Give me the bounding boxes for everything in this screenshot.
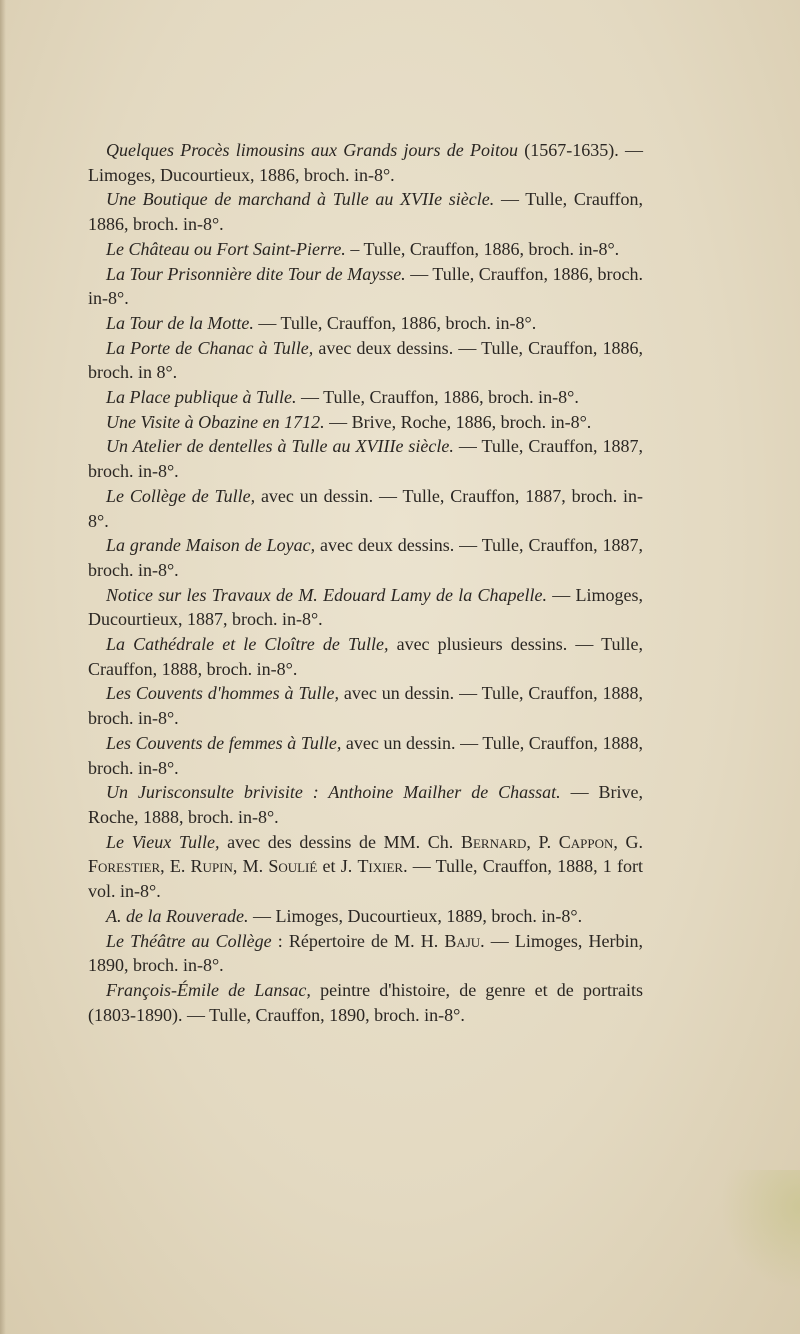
- entry-title: Les Couvents d'hommes à Tulle,: [106, 683, 339, 704]
- entry-publication: — Limoges, Ducourtieux, 1889, broch. in-8°.: [248, 905, 583, 926]
- bibliography-list: [88, 138, 643, 1027]
- entry-publication-part: . — Limoges, Herbin, 1890, broch. in-8°.: [88, 930, 643, 976]
- entry-publication: — Tulle, Crauffon, 1886, broch. in-8°.: [88, 189, 643, 235]
- entry-publication: — Limoges, Ducourtieux, 1887, broch. in-8°.: [88, 584, 643, 630]
- bibliography-entry: [88, 830, 643, 904]
- entry-publication: — Tulle, Crauffon, 1886, broch. in-8°.: [88, 263, 643, 309]
- bibliography-entry: [88, 731, 643, 780]
- entry-publication: — Brive, Roche, 1888, broch. in-8°.: [88, 782, 643, 827]
- entry-publication: avec deux dessins. — Tulle, Crauffon, 1886, broch. in 8°.: [88, 337, 643, 383]
- author-name: Tixier: [357, 856, 404, 877]
- entry-publication: avec deux dessins. — Tulle, Crauffon, 1887, broch. in-8°.: [88, 535, 643, 580]
- author-name: Soulié: [268, 856, 318, 877]
- bibliography-entry: [88, 583, 643, 632]
- entry-title: La Tour Prisonnière dite Tour de Maysse.: [106, 263, 406, 284]
- entry-title: Quelques Procès limousins aux Grands jours de Poitou: [106, 140, 519, 160]
- entry-title: La Porte de Chanac à Tulle,: [106, 337, 314, 358]
- entry-publication: — Tulle, Crauffon, 1887, broch. in-8°.: [88, 436, 643, 482]
- paper-stain: [720, 1170, 800, 1290]
- entry-publication-part: . — Tulle, Crauffon, 1888, 1 fort vol. in-8°.: [88, 856, 644, 902]
- author-name: Cappon: [558, 831, 614, 852]
- entry-publication: — Brive, Roche, 1886, broch. in-8°.: [324, 411, 592, 432]
- entry-title: La grande Maison de Loyac,: [106, 535, 316, 556]
- entry-publication: — Tulle, Crauffon, 1886, broch. in-8°.: [253, 312, 537, 333]
- entry-publication: avec un dessin. — Tulle, Crauffon, 1888, broch. in-8°.: [88, 732, 643, 778]
- entry-title: La Tour de la Motte.: [106, 312, 254, 333]
- bibliography-entry: [88, 434, 643, 483]
- entry-publication-part: , P.: [526, 831, 559, 852]
- entry-publication-part: , M.: [232, 856, 269, 877]
- entry-publication: avec un dessin. — Tulle, Crauffon, 1887, broch. in-8°.: [88, 485, 643, 531]
- entry-title: A. de la Rouverade.: [106, 905, 249, 926]
- entry-title: Le Château ou Fort Saint-Pierre.: [106, 238, 346, 259]
- bibliography-entry: [88, 385, 643, 410]
- entry-publication-part: avec des dessins de MM. Ch.: [219, 831, 461, 852]
- entry-publication: avec plusieurs dessins. — Tulle, Crauffon, 1888, broch. in-8°.: [88, 634, 643, 679]
- entry-title: Un Atelier de dentelles à Tulle au XVIIIe siècle.: [106, 436, 454, 457]
- author-name: Baju: [444, 930, 481, 951]
- bibliography-entry: [88, 978, 643, 1027]
- entry-publication: peintre d'histoire, de genre et de portraits (1803-1890). — Tulle, Crauffon, 1890, broch. in-8°.: [88, 979, 643, 1025]
- bibliography-entry: [88, 311, 643, 336]
- bibliography-entry: [88, 681, 643, 730]
- entry-title: François-Émile de Lansac,: [106, 979, 311, 1000]
- bibliography-entry: [88, 929, 643, 978]
- bibliography-entry: [88, 262, 643, 311]
- entry-title: Une Boutique de marchand à Tulle au XVIIe siècle.: [106, 189, 495, 210]
- bibliography-entry: [88, 780, 643, 829]
- entry-title: Le Vieux Tulle,: [106, 831, 220, 852]
- bibliography-entry: [88, 904, 643, 929]
- bibliography-entry: [88, 632, 643, 681]
- page-edge: [0, 0, 6, 1334]
- bibliography-entry: [88, 533, 643, 582]
- entry-publication: – Tulle, Crauffon, 1886, broch. in-8°.: [345, 238, 620, 259]
- entry-title: Les Couvents de femmes à Tulle,: [106, 732, 342, 753]
- bibliography-entry: [88, 187, 643, 236]
- entry-publication-part: et J.: [317, 856, 358, 877]
- entry-title: Un Jurisconsulte brivisite : Anthoine Mailher de Chassat.: [106, 782, 561, 803]
- bibliography-entry: [88, 138, 643, 187]
- bibliography-entry: [88, 336, 643, 385]
- entry-title: La Cathédrale et le Cloître de Tulle,: [106, 634, 389, 655]
- bibliography-entry: [88, 410, 643, 435]
- entry-publication-part: : Répertoire de M. H.: [271, 930, 445, 951]
- entry-title: Notice sur les Travaux de M. Edouard Lamy de la Chapelle.: [106, 584, 547, 605]
- entry-title: Le Collège de Tulle,: [106, 485, 256, 506]
- entry-title: La Place publique à Tulle.: [106, 387, 297, 408]
- entry-title: Le Théâtre au Collège: [106, 930, 272, 951]
- entry-publication: (1567-1635). — Limoges, Ducourtieux, 1886, broch. in-8°.: [88, 140, 644, 185]
- author-name: Rupin: [190, 856, 233, 877]
- bibliography-entry: [88, 484, 643, 533]
- entry-title: Une Visite à Obazine en 1712.: [106, 411, 325, 432]
- bibliography-entry: [88, 237, 643, 262]
- author-name: Forestier: [88, 856, 161, 877]
- entry-publication: — Tulle, Crauffon, 1886, broch. in-8°.: [296, 387, 579, 408]
- entry-publication: avec un dessin. — Tulle, Crauffon, 1888, broch. in-8°.: [88, 683, 643, 729]
- entry-publication-part: , E.: [160, 856, 191, 877]
- entry-publication-part: , G.: [613, 831, 644, 852]
- author-name: Bernard: [460, 831, 527, 852]
